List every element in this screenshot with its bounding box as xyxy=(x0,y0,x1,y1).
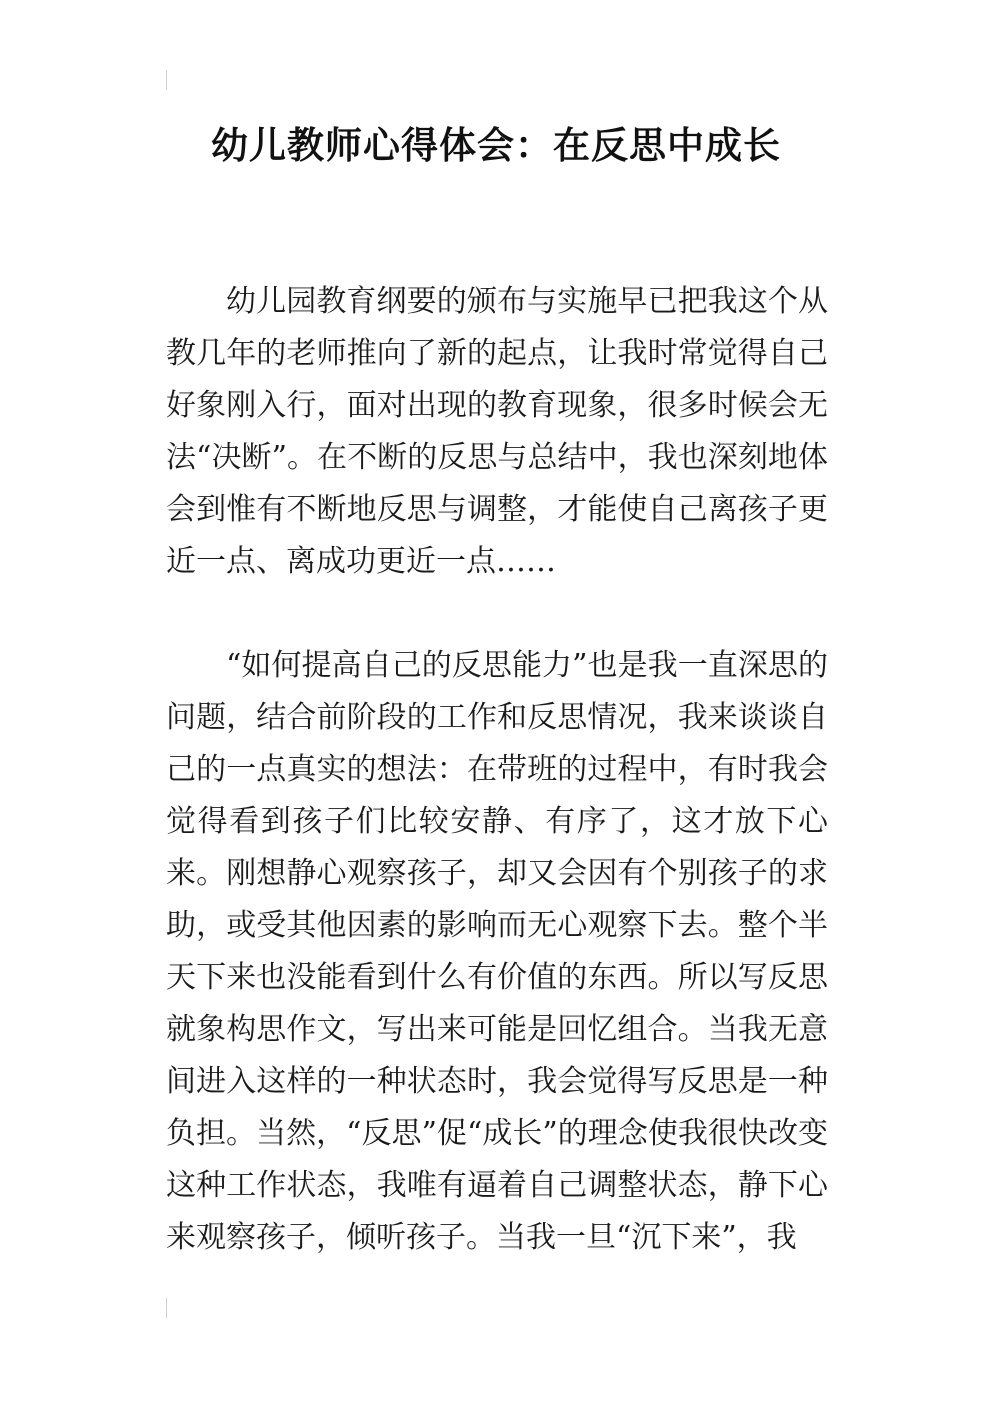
document-title: 幼儿教师心得体会：在反思中成长 xyxy=(211,124,781,167)
paragraph-2: “如何提高自己的反思能力”也是我一直深思的问题，结合前阶段的工作和反思情况，我来谈谈自己的一点真实的想法：在带班的过程中，有时我会觉得看到孩子们比较安静、有序了，这才放下心来。刚想静心观察孩子，却又会因有个别孩子的求助，或受其他因素的影响而无心观察下去。整个半天下来也没能看到什么有价值的东西。所以写反思就象构思作文，写出来可能是回忆组合。当我无意间进入这样的一种状态时，我会觉得写反思是一种负担。当然，“反思”促“成长”的理念使我很快改变这种工作状态，我唯有逼着自己调整状态，静下心来观察孩子，倾听孩子。当我一旦“沉下来”，我 xyxy=(166,648,828,1255)
paragraph-1: 幼儿园教育纲要的颁布与实施早已把我这个从教几年的老师推向了新的起点，让我时常觉得自己好象刚入行，面对出现的教育现象，很多时候会无法“决断”。在不断的反思与总结中，我也深刻地体会到惟有不断地反思与调整，才能使自己离孩子更近一点、离成功更近一点…… xyxy=(166,284,828,579)
top-left-crop-mark xyxy=(166,70,167,90)
bottom-left-crop-mark xyxy=(166,1298,167,1318)
document-body xyxy=(166,276,828,1264)
